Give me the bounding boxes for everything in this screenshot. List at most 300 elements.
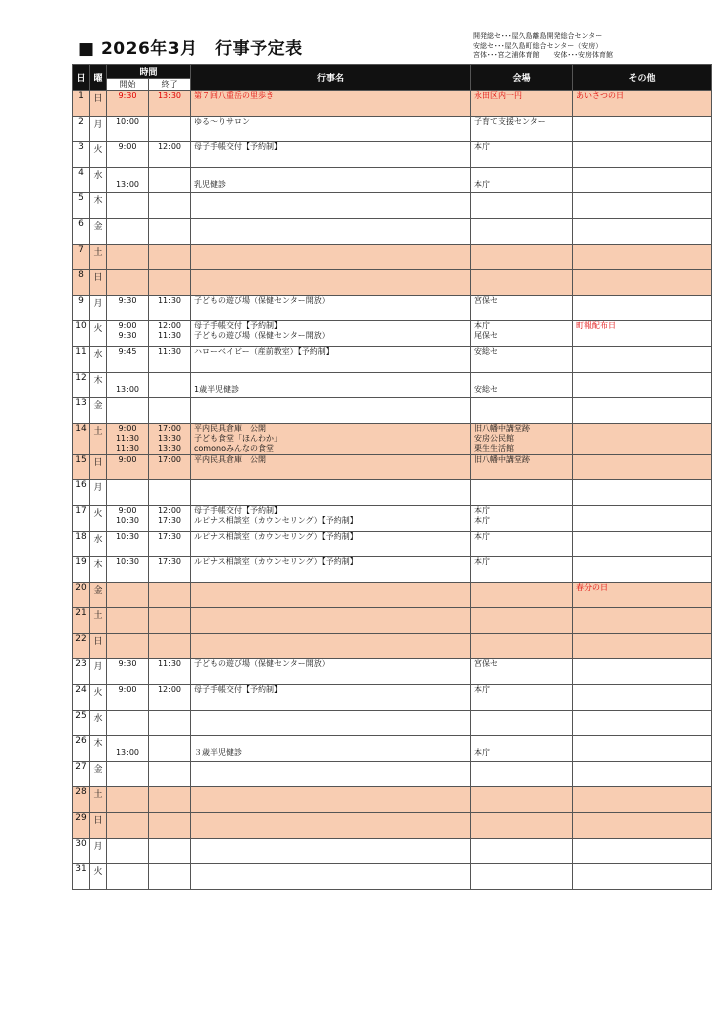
venue-cell bbox=[471, 193, 573, 219]
event-name-cell bbox=[191, 167, 471, 193]
day-cell: 18 bbox=[73, 531, 90, 557]
day-cell: 23 bbox=[73, 659, 90, 685]
weekday-cell: 日 bbox=[90, 813, 107, 839]
start-time-line: 13:00 bbox=[115, 384, 140, 394]
table-row bbox=[73, 787, 712, 813]
start-time-line: 10:30 bbox=[115, 557, 140, 567]
end-time-cell bbox=[149, 736, 191, 762]
day-cell: 28 bbox=[73, 787, 90, 813]
schedule-table bbox=[72, 64, 712, 890]
table-row bbox=[73, 736, 712, 762]
col-header-start: 開始 bbox=[107, 79, 149, 91]
venue-line: 栗生生活館 bbox=[474, 443, 515, 453]
event-name-line: comonoみんなの食堂 bbox=[194, 443, 274, 453]
other-note: 春分の日 bbox=[576, 582, 609, 592]
event-name-cell bbox=[191, 218, 471, 244]
start-time-line: 9:00 bbox=[118, 454, 137, 464]
venue-cell bbox=[471, 864, 573, 890]
start-time-cell bbox=[107, 659, 149, 685]
start-time-cell bbox=[107, 736, 149, 762]
event-name-line: 第７回八重岳の里歩き bbox=[194, 91, 275, 100]
table-row bbox=[73, 321, 712, 347]
day-cell: 30 bbox=[73, 838, 90, 864]
end-time-line: 13:30 bbox=[157, 433, 182, 443]
end-time-line: 11:30 bbox=[157, 331, 182, 341]
table-row bbox=[73, 633, 712, 659]
day-cell: 20 bbox=[73, 582, 90, 608]
weekday-cell: 月 bbox=[90, 838, 107, 864]
start-time-line: 9:00 bbox=[118, 321, 137, 331]
weekday-cell: 水 bbox=[90, 531, 107, 557]
start-time-cell bbox=[107, 761, 149, 787]
end-time-line: 11:30 bbox=[157, 346, 182, 356]
event-name-cell bbox=[191, 531, 471, 557]
day-cell: 25 bbox=[73, 710, 90, 736]
day-cell: 7 bbox=[73, 244, 90, 270]
other-cell bbox=[573, 633, 712, 659]
start-time-cell bbox=[107, 91, 149, 117]
venue-line: 安総セ bbox=[474, 384, 499, 394]
table-row bbox=[73, 142, 712, 168]
start-time-line: 10:30 bbox=[115, 515, 140, 525]
venue-cell bbox=[471, 295, 573, 321]
end-time-line: 17:00 bbox=[157, 454, 182, 464]
weekday-cell: 水 bbox=[90, 167, 107, 193]
start-time-line: 9:30 bbox=[118, 295, 137, 305]
event-name-cell bbox=[191, 659, 471, 685]
event-name-cell bbox=[191, 864, 471, 890]
event-name-cell bbox=[191, 787, 471, 813]
other-cell bbox=[573, 218, 712, 244]
day-cell: 5 bbox=[73, 193, 90, 219]
venue-cell bbox=[471, 736, 573, 762]
start-time-line: 11:30 bbox=[115, 433, 140, 443]
table-row bbox=[73, 813, 712, 839]
start-time-cell bbox=[107, 505, 149, 531]
table-row bbox=[73, 761, 712, 787]
table-row bbox=[73, 582, 712, 608]
day-cell: 14 bbox=[73, 423, 90, 454]
table-row bbox=[73, 346, 712, 372]
day-cell: 27 bbox=[73, 761, 90, 787]
end-time-cell bbox=[149, 787, 191, 813]
other-cell bbox=[573, 270, 712, 296]
end-time-cell bbox=[149, 142, 191, 168]
venue-cell bbox=[471, 167, 573, 193]
end-time-cell bbox=[149, 608, 191, 634]
other-cell bbox=[573, 787, 712, 813]
weekday-cell: 土 bbox=[90, 423, 107, 454]
end-time-line: 11:30 bbox=[157, 295, 182, 305]
other-note: あいさつの日 bbox=[576, 91, 625, 100]
venue-line: 尾保セ bbox=[474, 331, 499, 341]
other-cell bbox=[573, 193, 712, 219]
event-name-cell bbox=[191, 321, 471, 347]
start-time-cell bbox=[107, 787, 149, 813]
venue-line: 本庁 bbox=[474, 505, 491, 515]
other-cell bbox=[573, 838, 712, 864]
event-name-cell bbox=[191, 557, 471, 583]
event-name-line: ルピナス相談室（カウンセリング）【予約制】 bbox=[194, 515, 358, 525]
venue-cell bbox=[471, 813, 573, 839]
weekday-cell: 木 bbox=[90, 193, 107, 219]
start-time-cell bbox=[107, 864, 149, 890]
other-cell bbox=[573, 659, 712, 685]
page-title: ■ 2026年3月 行事予定表 bbox=[78, 39, 303, 59]
end-time-line: 17:30 bbox=[157, 531, 182, 541]
table-row bbox=[73, 557, 712, 583]
end-time-cell bbox=[149, 480, 191, 506]
venue-cell bbox=[471, 633, 573, 659]
venue-line: 旧八幡中講堂跡 bbox=[474, 423, 531, 433]
weekday-cell: 月 bbox=[90, 116, 107, 142]
event-name-cell bbox=[191, 761, 471, 787]
venue-cell bbox=[471, 218, 573, 244]
other-cell bbox=[573, 480, 712, 506]
weekday-cell: 月 bbox=[90, 480, 107, 506]
start-time-cell bbox=[107, 270, 149, 296]
other-cell bbox=[573, 398, 712, 424]
venue-cell bbox=[471, 685, 573, 711]
end-time-cell bbox=[149, 813, 191, 839]
day-cell: 19 bbox=[73, 557, 90, 583]
venue-line: 本庁 bbox=[474, 142, 491, 152]
start-time-cell bbox=[107, 633, 149, 659]
end-time-cell bbox=[149, 633, 191, 659]
other-note: 町報配布日 bbox=[576, 321, 617, 331]
start-time-cell bbox=[107, 582, 149, 608]
venue-cell bbox=[471, 398, 573, 424]
start-time-cell bbox=[107, 244, 149, 270]
weekday-cell: 日 bbox=[90, 270, 107, 296]
start-time-cell bbox=[107, 193, 149, 219]
end-time-cell bbox=[149, 659, 191, 685]
start-time-line: 10:00 bbox=[115, 116, 140, 126]
event-name-line: 母子手帳交付【予約制】 bbox=[194, 505, 283, 515]
event-name-cell bbox=[191, 372, 471, 398]
venue-cell bbox=[471, 787, 573, 813]
day-cell: 11 bbox=[73, 346, 90, 372]
start-time-cell bbox=[107, 116, 149, 142]
event-name-line: 1歳半児健診 bbox=[194, 384, 240, 394]
end-time-cell bbox=[149, 346, 191, 372]
event-name-cell bbox=[191, 480, 471, 506]
venue-line: 本庁 bbox=[474, 748, 491, 758]
start-time-cell bbox=[107, 295, 149, 321]
event-name-cell bbox=[191, 736, 471, 762]
end-time-line: 13:30 bbox=[157, 91, 182, 100]
end-time-line: 17:00 bbox=[157, 423, 182, 433]
venue-line: 子育て支援センター bbox=[474, 116, 546, 126]
weekday-cell: 木 bbox=[90, 372, 107, 398]
start-time-cell bbox=[107, 531, 149, 557]
event-name-line: ゆる～りサロン bbox=[194, 116, 251, 126]
event-name-line: 子どもの遊び場（保健センター開放） bbox=[194, 295, 330, 305]
weekday-cell: 月 bbox=[90, 659, 107, 685]
day-cell: 4 bbox=[73, 167, 90, 193]
weekday-cell: 金 bbox=[90, 398, 107, 424]
event-name-line: 平内民具倉庫 公開 bbox=[194, 454, 267, 464]
end-time-line: 11:30 bbox=[157, 659, 182, 669]
event-name-cell bbox=[191, 423, 471, 454]
start-time-cell bbox=[107, 454, 149, 480]
day-cell: 16 bbox=[73, 480, 90, 506]
weekday-cell: 日 bbox=[90, 633, 107, 659]
venue-cell bbox=[471, 608, 573, 634]
end-time-cell bbox=[149, 761, 191, 787]
other-cell bbox=[573, 321, 712, 347]
start-time-line: 9:30 bbox=[118, 659, 137, 669]
weekday-cell: 金 bbox=[90, 582, 107, 608]
table-row bbox=[73, 608, 712, 634]
start-time-cell bbox=[107, 608, 149, 634]
end-time-cell bbox=[149, 167, 191, 193]
weekday-cell: 日 bbox=[90, 454, 107, 480]
other-cell bbox=[573, 142, 712, 168]
event-name-line: ルピナス相談室（カウンセリング）【予約制】 bbox=[194, 531, 358, 541]
weekday-cell: 木 bbox=[90, 736, 107, 762]
other-cell bbox=[573, 531, 712, 557]
table-row bbox=[73, 710, 712, 736]
weekday-cell: 木 bbox=[90, 557, 107, 583]
other-cell bbox=[573, 813, 712, 839]
venue-cell bbox=[471, 244, 573, 270]
venue-line: 本庁 bbox=[474, 179, 491, 189]
venue-cell bbox=[471, 142, 573, 168]
other-cell bbox=[573, 454, 712, 480]
day-cell: 26 bbox=[73, 736, 90, 762]
venue-cell bbox=[471, 838, 573, 864]
schedule-body bbox=[73, 91, 712, 890]
end-time-cell bbox=[149, 864, 191, 890]
weekday-cell: 火 bbox=[90, 685, 107, 711]
day-cell: 9 bbox=[73, 295, 90, 321]
event-name-cell bbox=[191, 454, 471, 480]
start-time-line: 10:30 bbox=[115, 531, 140, 541]
start-time-cell bbox=[107, 710, 149, 736]
event-name-cell bbox=[191, 685, 471, 711]
end-time-cell bbox=[149, 423, 191, 454]
venue-line: 本庁 bbox=[474, 557, 491, 567]
venue-line: 安総セ bbox=[474, 346, 499, 356]
end-time-line: 17:30 bbox=[157, 515, 182, 525]
venue-cell bbox=[471, 454, 573, 480]
other-cell bbox=[573, 244, 712, 270]
table-row bbox=[73, 505, 712, 531]
start-time-line: 9:30 bbox=[118, 91, 137, 100]
col-header-venue: 会場 bbox=[471, 65, 573, 91]
end-time-line: 12:00 bbox=[157, 505, 182, 515]
event-name-cell bbox=[191, 398, 471, 424]
event-name-line: ルピナス相談室（カウンセリング）【予約制】 bbox=[194, 557, 358, 567]
other-cell bbox=[573, 423, 712, 454]
day-cell: 31 bbox=[73, 864, 90, 890]
table-row bbox=[73, 398, 712, 424]
venue-line: 永田区内一円 bbox=[474, 91, 523, 100]
table-row bbox=[73, 91, 712, 117]
table-row bbox=[73, 864, 712, 890]
table-row bbox=[73, 685, 712, 711]
end-time-cell bbox=[149, 372, 191, 398]
start-time-line: 9:00 bbox=[118, 505, 137, 515]
event-name-cell bbox=[191, 505, 471, 531]
event-name-line: 乳児健診 bbox=[194, 179, 227, 189]
event-name-cell bbox=[191, 813, 471, 839]
weekday-cell: 水 bbox=[90, 710, 107, 736]
start-time-line: 13:00 bbox=[115, 179, 140, 189]
venue-legend bbox=[473, 32, 613, 61]
event-name-line: ハローベイビー（産前教室）【予約制】 bbox=[194, 346, 334, 356]
weekday-cell: 火 bbox=[90, 142, 107, 168]
table-row bbox=[73, 838, 712, 864]
end-time-cell bbox=[149, 295, 191, 321]
end-time-cell bbox=[149, 505, 191, 531]
event-name-line: 母子手帳交付【予約制】 bbox=[194, 685, 283, 695]
day-cell: 15 bbox=[73, 454, 90, 480]
col-header-other: その他 bbox=[573, 65, 712, 91]
venue-cell bbox=[471, 116, 573, 142]
event-name-cell bbox=[191, 633, 471, 659]
weekday-cell: 月 bbox=[90, 295, 107, 321]
end-time-cell bbox=[149, 710, 191, 736]
end-time-cell bbox=[149, 270, 191, 296]
event-name-cell bbox=[191, 608, 471, 634]
end-time-line: 12:00 bbox=[157, 685, 182, 695]
other-cell bbox=[573, 116, 712, 142]
venue-cell bbox=[471, 480, 573, 506]
table-row bbox=[73, 480, 712, 506]
event-name-cell bbox=[191, 295, 471, 321]
start-time-cell bbox=[107, 838, 149, 864]
end-time-cell bbox=[149, 685, 191, 711]
weekday-cell: 火 bbox=[90, 321, 107, 347]
day-cell: 10 bbox=[73, 321, 90, 347]
event-name-cell bbox=[191, 244, 471, 270]
weekday-cell: 火 bbox=[90, 505, 107, 531]
end-time-cell bbox=[149, 557, 191, 583]
start-time-cell bbox=[107, 372, 149, 398]
end-time-line: 13:30 bbox=[157, 443, 182, 453]
table-row bbox=[73, 454, 712, 480]
day-cell: 22 bbox=[73, 633, 90, 659]
event-name-line: 子ども食堂「ほんわか」 bbox=[194, 433, 283, 443]
day-cell: 12 bbox=[73, 372, 90, 398]
venue-cell bbox=[471, 423, 573, 454]
venue-cell bbox=[471, 372, 573, 398]
event-name-cell bbox=[191, 838, 471, 864]
start-time-cell bbox=[107, 423, 149, 454]
event-name-cell bbox=[191, 91, 471, 117]
weekday-cell: 日 bbox=[90, 91, 107, 117]
event-name-cell bbox=[191, 270, 471, 296]
day-cell: 6 bbox=[73, 218, 90, 244]
event-name-cell bbox=[191, 193, 471, 219]
legend-line: 宮体･･･宮之浦体育館 安体･･･安房体育館 bbox=[473, 51, 613, 59]
weekday-cell: 土 bbox=[90, 244, 107, 270]
venue-cell bbox=[471, 346, 573, 372]
table-row bbox=[73, 193, 712, 219]
other-cell bbox=[573, 761, 712, 787]
start-time-cell bbox=[107, 167, 149, 193]
venue-cell bbox=[471, 531, 573, 557]
end-time-cell bbox=[149, 193, 191, 219]
venue-cell bbox=[471, 710, 573, 736]
day-cell: 13 bbox=[73, 398, 90, 424]
end-time-line: 12:00 bbox=[157, 321, 182, 331]
venue-line: 本庁 bbox=[474, 685, 491, 695]
venue-line: 本庁 bbox=[474, 531, 491, 541]
start-time-line: 11:30 bbox=[115, 443, 140, 453]
col-header-weekday: 曜 bbox=[90, 65, 107, 91]
table-row bbox=[73, 218, 712, 244]
venue-line: 安房公民館 bbox=[474, 433, 515, 443]
day-cell: 1 bbox=[73, 91, 90, 117]
venue-cell bbox=[471, 505, 573, 531]
start-time-cell bbox=[107, 218, 149, 244]
day-cell: 24 bbox=[73, 685, 90, 711]
venue-cell bbox=[471, 557, 573, 583]
table-row bbox=[73, 659, 712, 685]
table-row bbox=[73, 372, 712, 398]
weekday-cell: 火 bbox=[90, 864, 107, 890]
table-row bbox=[73, 295, 712, 321]
legend-line: 開発総セ･･･屋久島離島開発総合センター bbox=[473, 32, 603, 40]
end-time-cell bbox=[149, 218, 191, 244]
table-row bbox=[73, 423, 712, 454]
other-cell bbox=[573, 582, 712, 608]
event-name-cell bbox=[191, 582, 471, 608]
other-cell bbox=[573, 608, 712, 634]
day-cell: 21 bbox=[73, 608, 90, 634]
end-time-line: 17:30 bbox=[157, 557, 182, 567]
day-cell: 29 bbox=[73, 813, 90, 839]
weekday-cell: 土 bbox=[90, 787, 107, 813]
venue-cell bbox=[471, 659, 573, 685]
weekday-cell: 金 bbox=[90, 761, 107, 787]
event-name-line: 母子手帳交付【予約制】 bbox=[194, 321, 283, 331]
end-time-cell bbox=[149, 454, 191, 480]
event-name-line: 子どもの遊び場（保健センター開放） bbox=[194, 331, 330, 341]
event-name-cell bbox=[191, 142, 471, 168]
other-cell bbox=[573, 864, 712, 890]
other-cell bbox=[573, 557, 712, 583]
event-name-line: ３歳半児健診 bbox=[194, 748, 243, 758]
venue-cell bbox=[471, 270, 573, 296]
other-cell bbox=[573, 346, 712, 372]
venue-line: 旧八幡中講堂跡 bbox=[474, 454, 531, 464]
end-time-cell bbox=[149, 838, 191, 864]
other-cell bbox=[573, 295, 712, 321]
col-header-event: 行事名 bbox=[191, 65, 471, 91]
other-cell bbox=[573, 710, 712, 736]
venue-cell bbox=[471, 582, 573, 608]
start-time-cell bbox=[107, 813, 149, 839]
end-time-line: 12:00 bbox=[157, 142, 182, 152]
venue-line: 宮保セ bbox=[474, 659, 499, 669]
end-time-cell bbox=[149, 244, 191, 270]
weekday-cell: 土 bbox=[90, 608, 107, 634]
venue-cell bbox=[471, 91, 573, 117]
col-header-end: 終了 bbox=[149, 79, 191, 91]
weekday-cell: 水 bbox=[90, 346, 107, 372]
start-time-cell bbox=[107, 321, 149, 347]
venue-cell bbox=[471, 761, 573, 787]
start-time-cell bbox=[107, 557, 149, 583]
table-row bbox=[73, 116, 712, 142]
end-time-cell bbox=[149, 531, 191, 557]
end-time-cell bbox=[149, 116, 191, 142]
table-row bbox=[73, 531, 712, 557]
